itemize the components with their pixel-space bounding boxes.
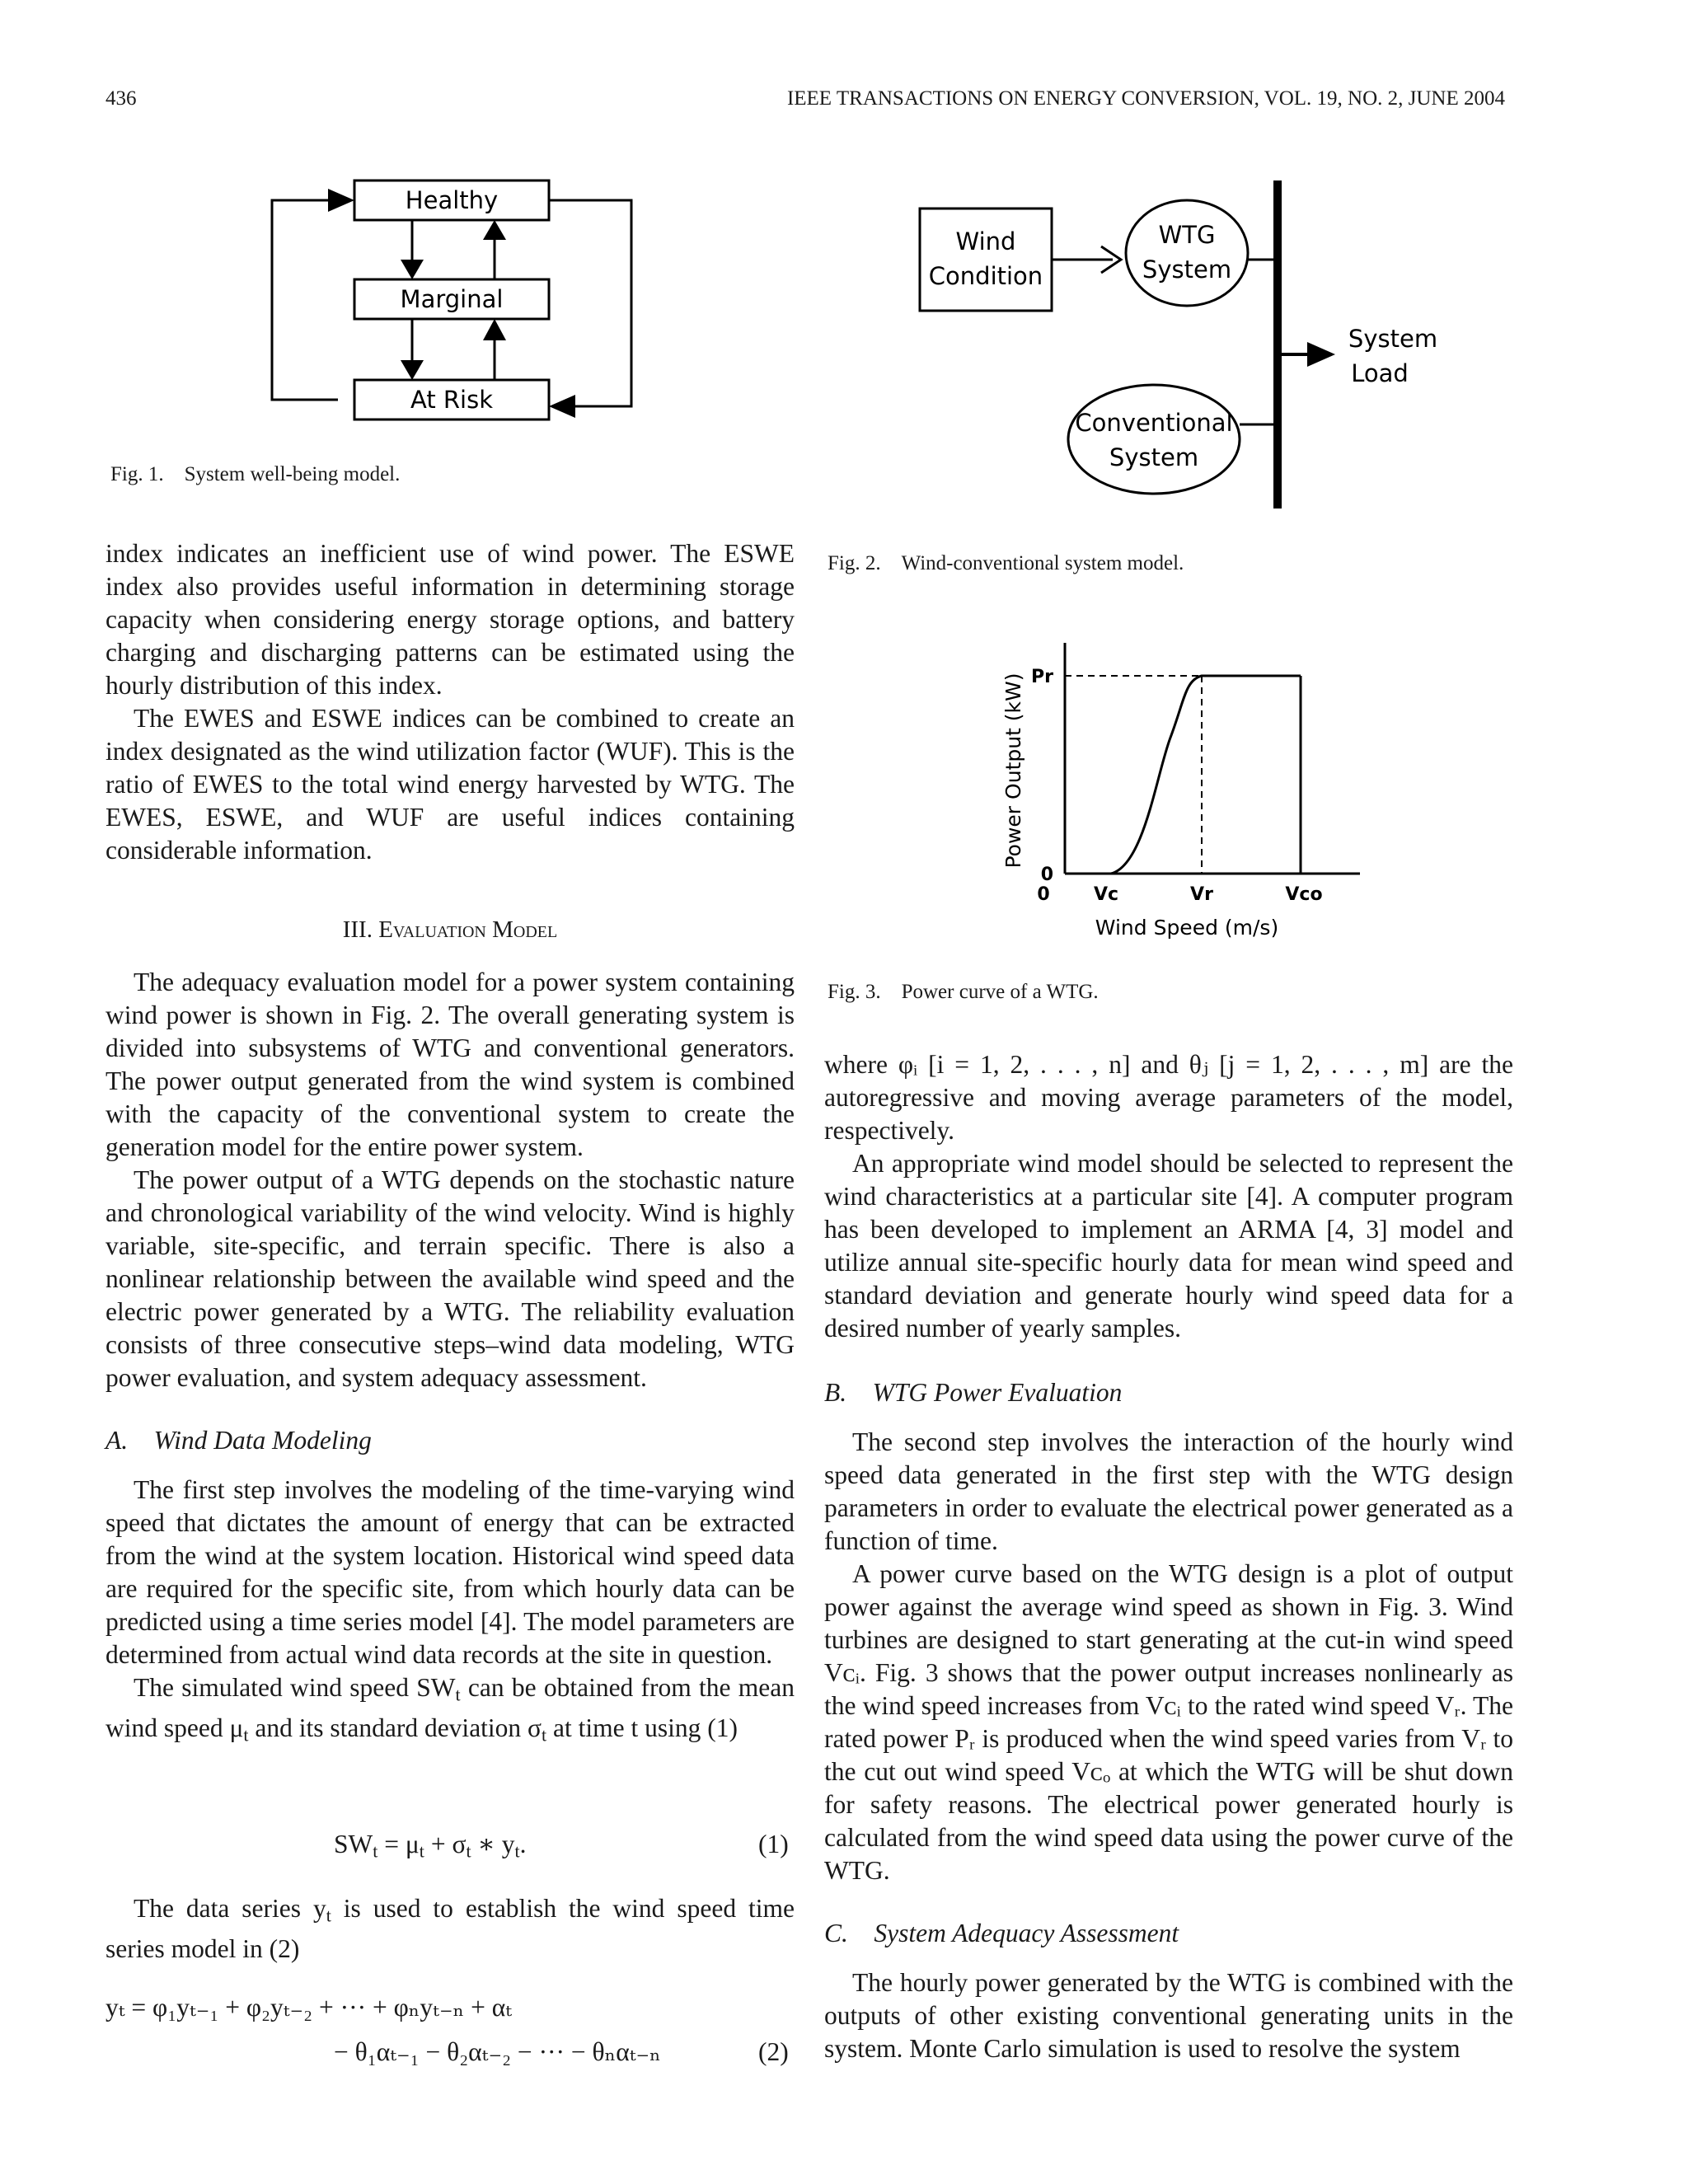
arrow-right-icon: [1307, 342, 1335, 367]
equation-1: SWt = μt + σt ∗ yt.: [334, 1830, 527, 1862]
paragraph: index indicates an inefficient use of wind power. The ESWE index also provides useful information in determining storage capacity when considering energy storage options, and battery charging and discharging patterns can be estimated using the hourly distribution of this index.: [106, 539, 795, 700]
wtg-system-ellipse: [1126, 200, 1248, 306]
paragraph: The EWES and ESWE indices can be combined to create an index designated as the wind utilization factor (WUF). This is the ratio of EWES to the total wind energy harvested by WTG. The EWES, ESWE, and WUF are useful indices containing considerable information.: [106, 704, 795, 865]
right-column: [824, 1048, 1513, 1345]
arrow-down-icon: [401, 360, 424, 380]
vco-tick-label: Vco: [1285, 884, 1323, 905]
at-risk-label: At Risk: [410, 386, 494, 414]
vr-tick-label: Vr: [1190, 884, 1213, 905]
running-header: IEEE TRANSACTIONS ON ENERGY CONVERSION, VOL. 19, NO. 2, JUNE 2004: [786, 87, 1505, 110]
fig1-caption: Fig. 1. System well-being model.: [110, 463, 401, 485]
fig3-power-curve-chart: [997, 626, 1376, 956]
left-column-body-2: [106, 1474, 795, 1751]
x-axis-label: Wind Speed (m/s): [1095, 916, 1279, 940]
wtg-label: WTG: [1158, 221, 1216, 249]
conventional-system-ellipse: [1068, 385, 1240, 494]
wind-label: Wind: [955, 227, 1016, 255]
condition-label: Condition: [928, 262, 1043, 290]
paragraph: where φᵢ [i = 1, 2, . . . , n] and θⱼ [j = 1, 2, . . . , m] are the autoregressive and moving average parameters of the model, respectively.: [824, 1050, 1513, 1145]
page-number: 436: [106, 87, 137, 110]
power-curve-line: [1111, 676, 1301, 874]
arrow-right-icon: [328, 189, 354, 212]
section-heading: III. Evaluation Model: [342, 916, 558, 943]
left-column-body: [106, 966, 795, 1394]
healthy-label: Healthy: [405, 186, 499, 214]
arrow-up-icon: [483, 319, 506, 340]
left-loop-line: [272, 200, 338, 400]
fig1-wellbeing-diagram: [264, 169, 651, 424]
fig3-caption: Fig. 3. Power curve of a WTG.: [828, 981, 1099, 1003]
right-column-body-2: [824, 1966, 1513, 2065]
pr-tick-label: Pr: [1031, 667, 1053, 687]
bus-bar: [1273, 180, 1282, 509]
system-load-label-1: System: [1348, 325, 1438, 353]
paragraph: The hourly power generated by the WTG is combined with the outputs of other existing conventional generating units in the system. Monte Carlo simulation is used to resolve the system: [824, 1968, 1513, 2063]
fig2-caption: Fig. 2. Wind-conventional system model.: [828, 552, 1184, 574]
y-axis-label: Power Output (kW): [1001, 673, 1025, 869]
conventional-label: Conventional: [1075, 409, 1233, 437]
arrow-up-icon: [483, 220, 506, 240]
equation-2-number: (2): [758, 2037, 789, 2066]
subsection-heading: B. WTG Power Evaluation: [824, 1378, 1123, 1407]
arrow-down-icon: [401, 260, 424, 279]
paragraph: The data series yt is used to establish the wind speed time series model in (2): [106, 1894, 795, 1963]
arrow-left-icon: [549, 395, 575, 418]
paragraph: The first step involves the modeling of the time-varying wind speed that dictates the amount of energy that can be extracted from the wind at the system location. Historical wind speed data are required for the specific site, from which hourly data can be predicted using a time series model [4]. The model parameters are determined from actual wind data records at the site in question.: [106, 1475, 795, 1669]
conventional-system-label: System: [1109, 443, 1199, 471]
subsection-heading: C. System Adequacy Assessment: [824, 1919, 1179, 1947]
vc-tick-label: Vc: [1093, 884, 1119, 905]
paragraph: An appropriate wind model should be selected to represent the wind characteristics at a particular site [4]. A computer program has been developed to implement an ARMA [4, 3] model and utilize annual site-specific hourly data for mean wind speed and standard deviation and generate hourly wind speed data for a desired number of yearly samples.: [824, 1149, 1513, 1343]
y0-tick-label: 0: [1040, 865, 1053, 885]
left-column-body-3: [106, 1892, 795, 1966]
wind-condition-box: [920, 209, 1052, 311]
equation-2-line-1: yₜ = φ₁yₜ₋₁ + φ₂yₜ₋₂ + ··· + φₙyₜ₋ₙ + αₜ: [106, 1993, 512, 2022]
paragraph: The second step involves the interaction of the hourly wind speed data generated in the first step with the WTG design parameters in order to evaluate the electrical power generated as a function of time.: [824, 1427, 1513, 1555]
wtg-system-label: System: [1142, 255, 1232, 284]
right-column-body: [824, 1426, 1513, 1887]
paragraph: A power curve based on the WTG design is a plot of output power against the average wind speed as shown in Fig. 3. Wind turbines are designed to start generating at the cut-in wind speed Vᴄᵢ. Fig. 3 shows that the power output increases nonlinearly as the wind speed increases from Vᴄᵢ to the rated wind speed Vᵣ. The rated power Pᵣ is produced when the wind speed varies from Vᵣ to the cut out wind speed Vᴄₒ at which the WTG will be shut down for safety reasons. The electrical power generated hourly is calculated from the wind speed data using the power curve of the WTG.: [824, 1559, 1513, 1885]
subsection-heading: A. Wind Data Modeling: [106, 1426, 372, 1455]
paragraph: The adequacy evaluation model for a power system containing wind power is shown in Fig. 2. The overall generating system is divided into subsystems of WTG and conventional generators. The power output generated from the wind system is combined with the capacity of the conventional system to create the generation model for the entire power system.: [106, 968, 795, 1161]
paragraph: The power output of a WTG depends on the stochastic nature and chronological variability of the wind velocity. Wind is highly variable, site-specific, and terrain specific. There is also a nonlinear relationship between the available wind speed and the electric power generated by a WTG. The reliability evaluation consists of three consecutive steps–wind data modeling, WTG power evaluation, and system adequacy assessment.: [106, 1165, 795, 1392]
left-column: [106, 537, 795, 867]
paragraph: The simulated wind speed SWt can be obtained from the mean wind speed μt and its standard deviation σt at time t using (1): [106, 1673, 795, 1745]
marginal-label: Marginal: [400, 285, 504, 313]
right-loop-line: [549, 200, 631, 406]
equation-1-number: (1): [758, 1830, 789, 1858]
system-load-label-2: Load: [1351, 359, 1409, 387]
fig2-system-model-diagram: [907, 177, 1467, 523]
x0-tick-label: 0: [1037, 884, 1050, 905]
equation-2-line-2: − θ₁αₜ₋₁ − θ₂αₜ₋₂ − ··· − θₙαₜ₋ₙ: [334, 2037, 661, 2066]
